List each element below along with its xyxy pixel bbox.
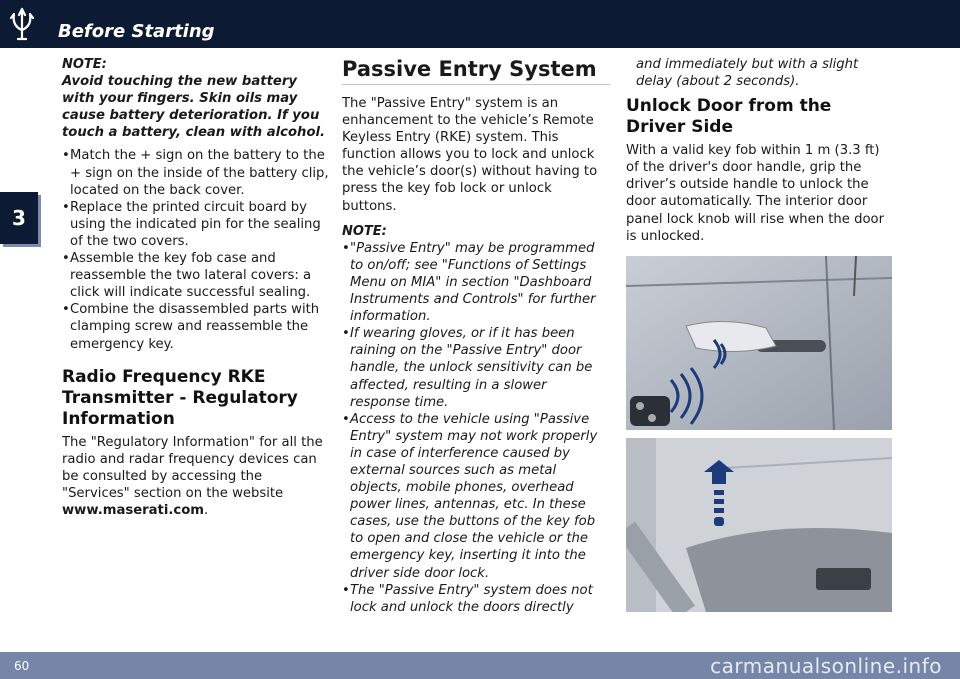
trident-icon (6, 6, 38, 42)
page-number: 60 (14, 659, 30, 673)
door-handle-photo (626, 256, 892, 430)
continued-note: and immediately but with a slight delay (about 2 seconds). (636, 57, 859, 90)
column-middle (342, 56, 610, 616)
note-label: NOTE: (62, 57, 107, 72)
list-item: • Match the + sign on the battery to the + sign on the inside of the battery clip, located on the back cover. (62, 147, 330, 198)
section-body (62, 434, 330, 519)
column-left (62, 56, 330, 523)
list-item: • Access to the vehicle using "Passive Entry" system may not work properly in case of interference caused by external sources such as metal objects, mobile phones, overhead power lines, antennas, etc. In these cases, use the buttons of the key fob to open and close the vehicle or the emergency key, inserting it into the driver side door lock. (342, 411, 610, 582)
chapter-tab: 3 (0, 192, 38, 244)
note-text: Avoid touching the new battery with your fingers. Skin oils may cause battery deterioration. If you touch a battery, clean with alcohol. (62, 74, 326, 141)
section-title-unlock: Unlock Door from the Driver Side (626, 96, 832, 138)
list-item: • The "Passive Entry" system does not lock and unlock the doors directly (342, 582, 610, 616)
interior-door-lock-photo (626, 438, 892, 612)
regulatory-text: The "Regulatory Information" for all the radio and radar frequency devices can be consulted by accessing the "Services" section on the website (62, 434, 323, 501)
period: . (204, 502, 209, 518)
watermark: carmanualsonline.info (710, 654, 942, 678)
page-title: Passive Entry System (342, 56, 610, 85)
note-bullet-list (342, 240, 610, 616)
bullet-list (62, 147, 330, 352)
list-item: • Combine the disassembled parts with clamping screw and reassemble the emergency key. (62, 301, 330, 352)
unlock-body: With a valid key fob within 1 m (3.3 ft) of the driver's door handle, grip the driver’s outside handle to unlock the door automatically. The interior door panel lock knob will rise when the door is unlocked. (626, 143, 885, 244)
list-item: • If wearing gloves, or if it has been raining on the "Passive Entry" door handle, the unlock sensitivity can be affected, resulting in a slower response time. (342, 325, 610, 410)
note-label: NOTE: (342, 223, 387, 239)
list-item: • Replace the printed circuit board by using the indicated pin for the sealing of the two covers. (62, 199, 330, 250)
intro-paragraph: The "Passive Entry" system is an enhancement to the vehicle’s Remote Keyless Entry (RKE) system. This function allows you to lock and unlock the vehicle’s door(s) without having to press the key fob lock or unlock buttons. (342, 96, 598, 214)
column-right (626, 56, 896, 249)
page-footer (0, 652, 960, 679)
section-title-rke: Radio Frequency RKE Transmitter - Regulatory Information (62, 366, 298, 429)
page-header (0, 0, 960, 48)
list-item: • "Passive Entry" may be programmed to on/off; see "Functions of Settings Menu on MIA" in section "Dashboard Instruments and Controls" for further information. (342, 240, 610, 325)
list-item: • Assemble the key fob case and reassemble the two lateral covers: a click will indicate successful sealing. (62, 250, 330, 301)
website-link[interactable]: www.maserati.com (62, 502, 205, 518)
section-header-title: Before Starting (58, 21, 215, 42)
